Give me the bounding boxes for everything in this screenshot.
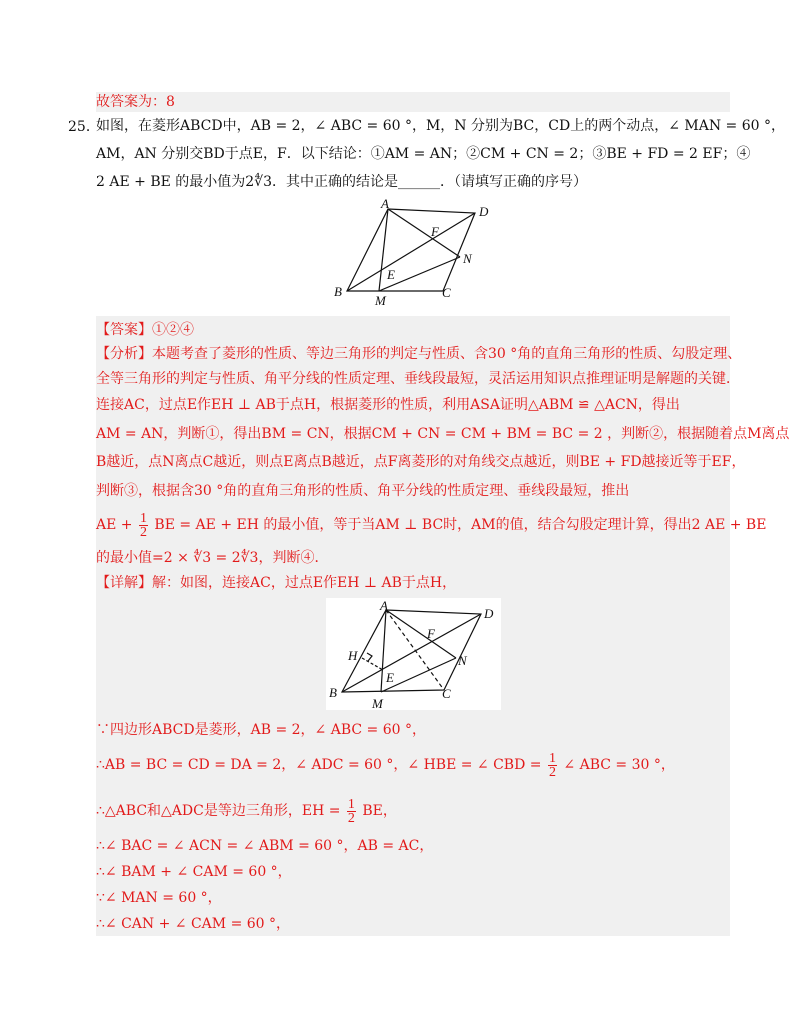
label2-m: M [372,696,383,710]
segment-an [388,209,460,257]
analysis-7-post: BE = AE + EH 的最小值，等于当AM ⊥ BC时，AM的值，结合勾股定理计算，得出2 AE + BE [154,517,767,533]
analysis-tag: 【分析】 [96,346,152,362]
rhombus-figure-1 [325,199,505,307]
answer-line [96,320,730,340]
detail-tag: 【详解】 [96,575,152,591]
right-angle-mark [367,653,372,661]
fraction-denominator-2: 2 [548,764,556,780]
label-e: E [387,267,395,282]
question-line-2: AM，AN 分别交BD于点E，F．以下结论：①AM = AN；②CM + CN = 2；③BE + FD = 2 EF；④ [96,146,751,162]
analysis-line-7 [96,510,767,540]
answer-tag: 【答案】 [96,322,152,338]
analysis-line-5: B越近，点N离点C越近，则点E离点B越近，点F离菱形的对角线交点越近，则BE + FD越接近等于EF， [96,454,746,470]
label-f: F [431,224,439,239]
fraction-numerator: 1 [139,510,147,526]
step-3-pre: ∴△ABC和△ADC是等边三角形，EH = [96,803,341,819]
fraction-half-2 [548,752,557,779]
label-b: B [334,284,342,299]
label2-e: E [386,670,394,685]
segment-ac-dashed [386,610,444,690]
previous-answer-line [96,92,730,112]
step-4: ∴∠ BAC = ∠ ACN = ∠ ABM = 60 °，AB = AC， [96,838,434,854]
fraction-denominator-3: 2 [347,810,355,826]
label-n: N [463,251,472,266]
detail-line [96,573,730,593]
analysis-line-4: AM = AN，判断①，得出BM = CN，根据CM + CN = CM + BM = BC = 2 ，判断②，根据随着点M离点 [96,426,790,442]
question-line-3: 2 AE + BE 的最小值为2∜3．其中正确的结论是______．（请填写正确的序号） [96,174,588,190]
fraction-numerator-3: 1 [347,796,355,812]
step-3-post: BE， [362,803,397,819]
fraction-denominator: 2 [139,524,147,540]
label2-c: C [442,686,451,701]
label2-h: H [348,648,358,663]
label-a: A [381,199,389,211]
analysis-7-pre: AE + [96,517,133,533]
analysis-line-3: 连接AC，过点E作EH ⊥ AB于点H，根据菱形的性质，利用ASA证明△ABM ≌ △ACN，得出 [96,397,680,413]
label2-a: A [380,598,388,613]
label2-f: F [427,626,435,641]
step-1: ∵四边形ABCD是菱形，AB = 2，∠ ABC = 60 °， [96,722,426,738]
fraction-numerator-2: 1 [548,750,556,766]
step-5: ∴∠ BAM + ∠ CAM = 60 °， [96,864,292,880]
label2-d: D [484,606,494,621]
analysis-text-1: 本题考查了菱形的性质、等边三角形的判定与性质、含30 °角的直角三角形的性质、勾股定理、 [152,346,742,362]
detail-intro: 解：如图，连接AC，过点E作EH ⊥ AB于点H， [152,575,457,591]
label2-b: B [329,685,337,700]
fraction-half-3 [347,798,356,825]
step-2-post: ∠ ABC = 30 °， [563,757,675,773]
label-m: M [375,293,386,307]
fraction-half [139,512,148,539]
step-6: ∵∠ MAN = 60 °， [96,890,222,906]
segment-eh-dashed [362,658,383,670]
analysis-line-8: 的最小值=2 × ∜3 = 2∜3，判断④． [96,550,329,566]
answer-value: ①②④ [152,322,194,338]
label-c: C [442,285,451,300]
rhombus-figure-2 [326,598,501,710]
step-2 [96,750,730,780]
analysis-line-1 [96,344,742,364]
analysis-line-2: 全等三角形的判定与性质、角平分线的性质定理、垂线段最短，灵活运用知识点推理证明是解题的关键． [96,371,740,387]
step-2-pre: ∴AB = BC = CD = DA = 2，∠ ADC = 60 °，∠ HBE = ∠ CBD = [96,757,542,773]
figure-2-frame [326,598,501,710]
previous-answer-text: 故答案为：8 [96,94,175,110]
step-3 [96,796,730,826]
label-d: D [479,204,489,219]
step-7: ∴∠ CAN + ∠ CAM = 60 °， [96,916,291,932]
question-number: 25． [68,119,100,135]
analysis-line-6: 判断③，根据含30 °角的直角三角形的性质、角平分线的性质定理、垂线段最短，推出 [96,483,630,499]
label2-n: N [458,653,467,668]
question-line-1: 如图，在菱形ABCD中，AB = 2，∠ ABC = 60 °，M，N 分别为BC，CD上的两个动点，∠ MAN = 60 °， [96,118,785,134]
